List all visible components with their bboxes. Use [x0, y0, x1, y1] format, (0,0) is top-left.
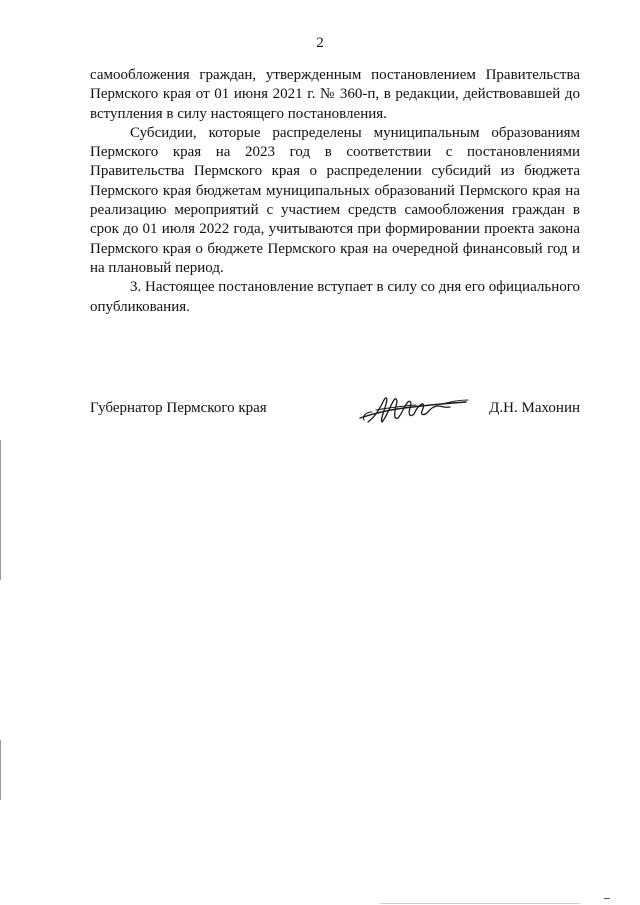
scan-edge-mark	[0, 440, 1, 580]
paragraph-continuation: самообложения граждан, утвержденным постановлением Правительства Пермского края от 01 июня 2021 г. № 360-п, в редакции, действовавшей до вступления в силу настоящего постановления.	[90, 67, 580, 122]
signatory-position: Губернатор Пермского края	[90, 400, 267, 416]
signatory-name: Д.Н. Махонин	[489, 400, 580, 416]
page-number: 2	[316, 35, 324, 51]
scan-edge-mark	[604, 898, 610, 899]
paragraph-subsidies: Субсидии, которые распределены муниципальным образованиям Пермского края на 2023 год в соответствии с постановлениями Правительства Пермского края о распределении субсидий из бюджета Пермского края бюджетам муниципальных образований Пермского края на реализацию мероприятий с участием средств самообложения граждан в срок до 01 июля 2022 года, учитываются при формировании проекта закона Пермского края о бюджете Пермского края на очередной финансовый год и на плановый период.	[90, 124, 580, 276]
handwritten-signature	[358, 392, 470, 426]
scan-edge-mark	[0, 740, 1, 800]
signature-block	[90, 392, 580, 432]
document-body	[90, 66, 580, 317]
scan-edge-mark	[380, 903, 580, 904]
paragraph-clause-3: 3. Настоящее постановление вступает в силу со дня его официального опубликования.	[90, 279, 580, 315]
